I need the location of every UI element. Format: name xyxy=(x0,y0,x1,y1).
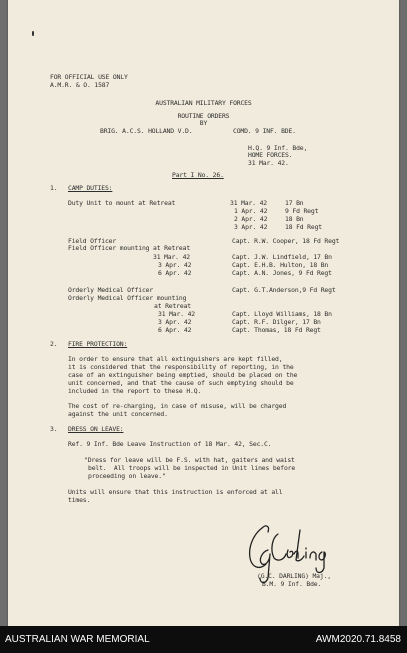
units-line: Units will ensure that this instruction is enforced at all xyxy=(68,488,283,496)
duty-date: 31 Mar. 42 xyxy=(230,199,267,207)
omom-date: 3 Apr. 42 xyxy=(158,318,192,326)
paragraph-line: The cost of re-charging, in case of misuse, will be charged xyxy=(68,402,287,410)
omo-mounting-label: Orderly Medical Officer mounting xyxy=(68,294,187,302)
omom-name: Capt. Thomas, 18 Fd Regt xyxy=(232,326,321,334)
duty-date: 2 Apr. 42 xyxy=(234,215,268,223)
field-officer-value: Capt. R.W. Cooper, 18 Fd Regt xyxy=(232,237,340,245)
fom-date: 3 Apr. 42 xyxy=(158,261,192,269)
omom-date: 6 Apr. 42 xyxy=(158,326,192,334)
pin-mark xyxy=(32,31,34,36)
section-3-number: 3. xyxy=(50,425,58,433)
brigadier-name: BRIG. A.C.S. HOLLAND V.D. xyxy=(100,127,193,135)
paragraph-line: In order to ensure that all extinguishers are kept filled, xyxy=(68,355,283,363)
paragraph-line: against the unit concerned. xyxy=(68,410,168,418)
leave-reference: Ref. 9 Inf. Bde Leave Instruction of 18 Mar. 42, Sec.C. xyxy=(68,440,272,448)
duty-unit: 17 Bn xyxy=(285,199,304,207)
section-1-title: CAMP DUTIES: xyxy=(68,184,113,192)
routine-orders-heading: ROUTINE ORDERS xyxy=(177,112,230,120)
units-line: times. xyxy=(68,496,91,504)
omo-label: Orderly Medical Officer xyxy=(68,286,154,294)
signatory-role: B.M. 9 Inf. Bde. xyxy=(262,580,322,588)
section-1-number: 1. xyxy=(50,184,58,192)
fom-name: Capt. E.H.B. Hulton, 18 Bn xyxy=(232,261,329,269)
field-officer-label: Field Officer xyxy=(68,237,117,245)
signatory-name: (G.C. DARLING) Maj., xyxy=(257,572,331,580)
omo-mounting-label-2: at Retreat xyxy=(154,302,191,310)
reference-number: A.M.R. & O. 1587 xyxy=(50,81,110,89)
hq-address: H.Q. 9 Inf. Bde, xyxy=(248,144,308,152)
command-title: COMD. 9 INF. BDE. xyxy=(233,127,296,135)
omom-name: Capt. Lloyd Williams, 18 Bn xyxy=(232,310,332,318)
omo-value: Capt. G.T.Anderson,9 Fd Regt xyxy=(232,286,336,294)
section-3-title: DRESS ON LEAVE: xyxy=(68,425,124,433)
fom-date: 6 Apr. 42 xyxy=(158,269,192,277)
quote-line: "Dress for leave will be F.S. with hat, gaiters and waist xyxy=(84,456,295,464)
section-2-title: FIRE PROTECTION: xyxy=(68,340,128,348)
archive-name: AUSTRALIAN WAR MEMORIAL xyxy=(5,634,150,645)
duty-unit-label: Duty Unit to mount at Retreat xyxy=(68,199,176,207)
quote-line: belt. All troops will be inspected in Unit lines before xyxy=(88,464,296,472)
omom-date: 31 Mar. 42 xyxy=(158,310,195,318)
duty-date: 1 Apr. 42 xyxy=(234,207,268,215)
paragraph-line: unit concerned, and that the cause of such emptying should be xyxy=(68,379,294,387)
duty-unit: 18 Bn xyxy=(285,215,304,223)
field-officer-mounting-label: Field Officer mounting at Retreat xyxy=(68,244,191,252)
omom-name: Capt. R.F. Dilger, 17 Bn xyxy=(232,318,321,326)
forces-heading: AUSTRALIAN MILITARY FORCES xyxy=(155,99,252,107)
duty-date: 3 Apr. 42 xyxy=(234,223,268,231)
paragraph-line: included in the report to these H.Q. xyxy=(68,387,202,395)
duty-unit: 9 Fd Regt xyxy=(285,207,319,215)
quote-line: proceeding on leave." xyxy=(88,472,166,480)
fom-name: Capt. A.N. Jones, 9 Fd Regt xyxy=(232,269,332,277)
home-forces: HOME FORCES. xyxy=(248,151,293,159)
paragraph-line: it is considered that the responsibility of reporting, in the xyxy=(68,363,294,371)
issue-date: 31 Mar. 42. xyxy=(248,159,289,167)
classification: FOR OFFICIAL USE ONLY xyxy=(50,73,128,81)
section-2-number: 2. xyxy=(50,340,58,348)
archive-footer xyxy=(0,626,407,653)
fom-date: 31 Mar. 42 xyxy=(153,253,190,261)
catalogue-number: AWM2020.71.8458 xyxy=(315,634,401,645)
by-label: BY xyxy=(199,119,208,127)
paragraph-line: case of an extinguisher being emptied, should be placed on the xyxy=(68,371,298,379)
fom-name: Capt. J.W. Lindfield, 17 Bn xyxy=(232,253,332,261)
part-number: Part I No. 26. xyxy=(172,171,224,179)
duty-unit: 18 Fd Regt xyxy=(285,223,322,231)
